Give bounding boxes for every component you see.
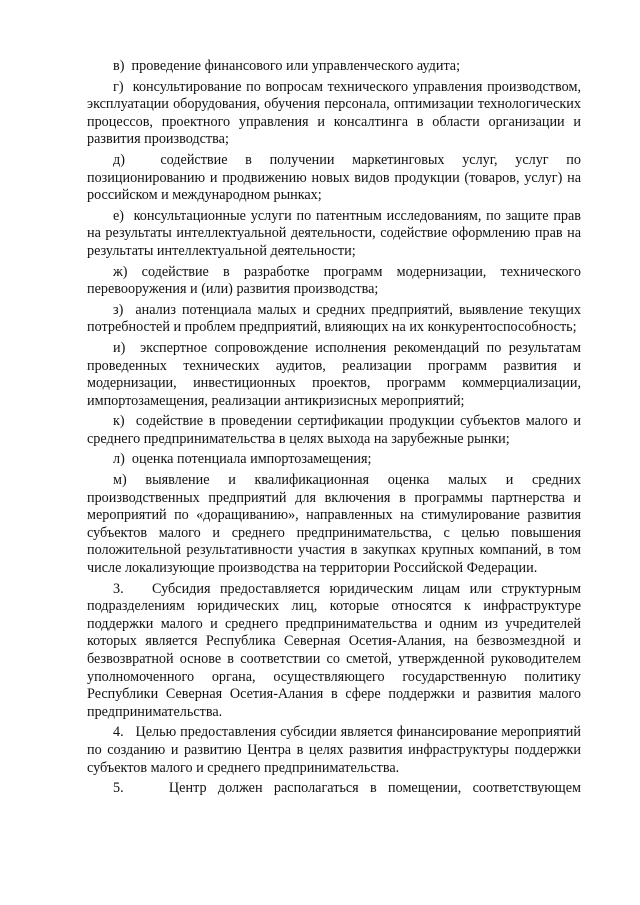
paragraph-z: з) анализ потенциала малых и средних предприятий, выявление текущих потребностей и проблем предприятий, влияющих на их конкурентоспособность; <box>87 301 581 336</box>
document-page <box>87 58 581 798</box>
paragraph-g: г) консультирование по вопросам технического управления производством, эксплуатации оборудования, обучения персонала, оптимизации технологических процессов, проектного управления и консалтинга в области организации и развития производства; <box>87 78 581 148</box>
paragraph-d: д) содействие в получении маркетинговых услуг, услуг по позиционированию и продвижению новых видов продукции (товаров, услуг) на российском и международном рынках; <box>87 151 581 204</box>
paragraph-3: 3. Субсидия предоставляется юридическим лицам или структурным подразделениям юридических лиц, которые относятся к инфраструктуре поддержки малого и среднего предпринимательства и одним из учредителей которых является Республика Северная Осетия-Алания, на безвозмездной и безвозвратной основе в соответствии со сметой, утвержденной руководителем уполномоченного органа, осуществляющего государственную политику Республики Северная Осетия-Алания в сфере поддержки и развития малого предпринимательства. <box>87 580 581 720</box>
paragraph-e: е) консультационные услуги по патентным исследованиям, по защите прав на результаты интеллектуальной деятельности, содействие оформлению прав на результаты интеллектуальной деятельности; <box>87 207 581 259</box>
paragraph-v: в) проведение финансового или управленческого аудита; <box>113 58 461 74</box>
paragraph-i: и) экспертное сопровождение исполнения рекомендаций по результатам проведенных технических аудитов, реализации программ развития и модернизации, инвестиционных проектов, программ коммерциализации, импортозамещения, реализации антикризисных мероприятий; <box>87 339 581 409</box>
paragraph-m: м) выявление и квалификационная оценка малых и средних производственных предприятий для включения в программы партнерства и мероприятий по «доращиванию», направленных на стимулирование развития субъектов малого и среднего предпринимательства, с целью повышения положительной результативности участия в закупках крупных компаний, в том числе локализующие производства на территории Российской Федерации. <box>87 472 581 577</box>
paragraph-5: 5. Центр должен располагаться в помещении, соответствующем <box>113 780 581 797</box>
paragraph-k: к) содействие в проведении сертификации продукции субъектов малого и среднего предпринимательства в целях выхода на зарубежные рынки; <box>87 413 581 447</box>
paragraph-4: 4. Целью предоставления субсидии является финансирование мероприятий по созданию и развитию Центра в целях развития инфраструктуры поддержки субъектов малого и среднего предпринимательства. <box>87 724 581 776</box>
paragraph-zh: ж) содействие в разработке программ модернизации, технического перевооружения и (или) развития производства; <box>87 263 581 298</box>
paragraph-l: л) оценка потенциала импортозамещения; <box>113 451 372 468</box>
